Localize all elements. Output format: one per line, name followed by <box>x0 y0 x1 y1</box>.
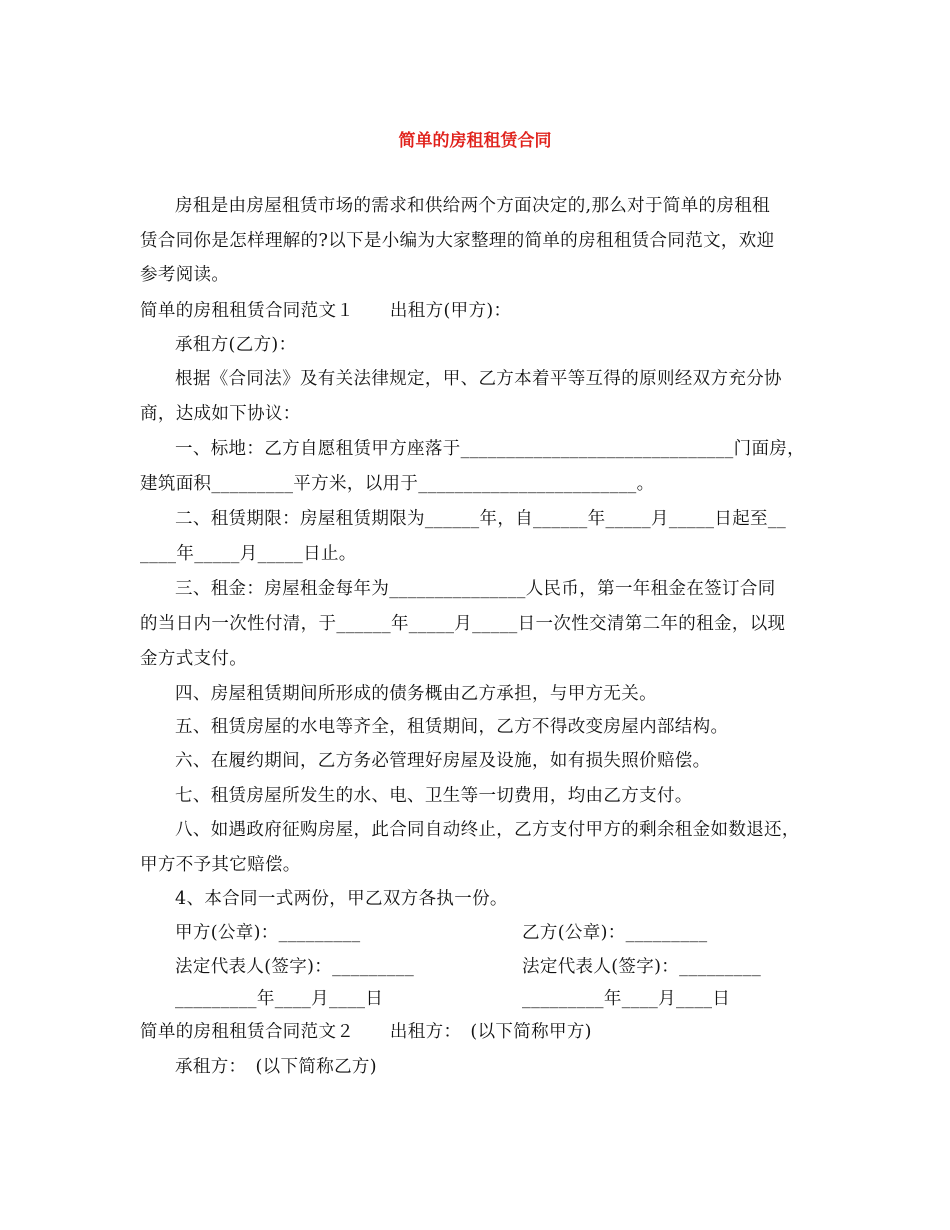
clause3-line-1: 三、租金：房屋租金每年为_______________人民币，第一年租金在签订合同 <box>175 579 776 599</box>
sample2-lessee: 承租方： (以下简称乙方) <box>175 1057 377 1077</box>
clause6: 六、在履约期间，乙方务必管理好房屋及设施，如有损失照价赔偿。 <box>175 751 711 771</box>
clause8-line-1: 八、如遇政府征购房屋，此合同自动终止，乙方支付甲方的剩余租金如数退还， <box>175 820 800 840</box>
sample1-heading: 简单的房租租赁合同范文１ 出租方(甲方)： <box>140 301 512 321</box>
clause8-line-2: 甲方不予其它赔偿。 <box>140 855 301 875</box>
clause1-line-1: 一、标地：乙方自愿租赁甲方座落于______________________________门面房， <box>175 439 805 459</box>
clause1-line-2: 建筑面积_________平方米，以用于________________________。 <box>140 474 655 494</box>
party-b-date: _________年____月____日 <box>522 989 731 1009</box>
party-a-date: _________年____月____日 <box>175 989 384 1009</box>
clause3-line-2: 的当日内一次性付清，于______年_____月_____日一次性交清第二年的租金，以现 <box>140 614 786 634</box>
clause9: 4、本合同一式两份，甲乙双方各执一份。 <box>175 889 508 909</box>
clause5: 五、租赁房屋的水电等齐全，租赁期间，乙方不得改变房屋内部结构。 <box>175 717 729 737</box>
party-b-seal: 乙方(公章)：_________ <box>522 923 708 943</box>
basis-line-2: 商，达成如下协议： <box>140 404 301 424</box>
intro-line-1: 房租是由房屋租赁市场的需求和供给两个方面决定的,那么对于简单的房租租 <box>175 196 770 216</box>
clause3-line-3: 金方式支付。 <box>140 649 248 669</box>
party-a-representative: 法定代表人(签字)：_________ <box>175 957 415 977</box>
sample2-heading: 简单的房租租赁合同范文２ 出租方： (以下简称甲方) <box>140 1022 592 1042</box>
party-b-representative: 法定代表人(签字)：_________ <box>522 957 762 977</box>
intro-line-2: 赁合同你是怎样理解的?以下是小编为大家整理的简单的房租租赁合同范文，欢迎 <box>140 231 775 251</box>
clause2-line-2: ____年_____月_____日止。 <box>140 544 357 564</box>
clause2-line-1: 二、租赁期限：房屋租赁期限为______年，自______年_____月_____日起至__ <box>175 509 787 529</box>
clause7: 七、租赁房屋所发生的水、电、卫生等一切费用，均由乙方支付。 <box>175 786 693 806</box>
document-title: 简单的房租租赁合同 <box>398 131 552 151</box>
clause4: 四、房屋租赁期间所形成的债务概由乙方承担，与甲方无关。 <box>175 684 657 704</box>
intro-line-3: 参考阅读。 <box>140 265 230 285</box>
basis-line-1: 根据《合同法》及有关法律规定，甲、乙方本着平等互得的原则经双方充分协 <box>175 369 782 389</box>
party-a-seal: 甲方(公章)：_________ <box>175 923 361 943</box>
sample1-lessee: 承租方(乙方)： <box>175 335 297 355</box>
